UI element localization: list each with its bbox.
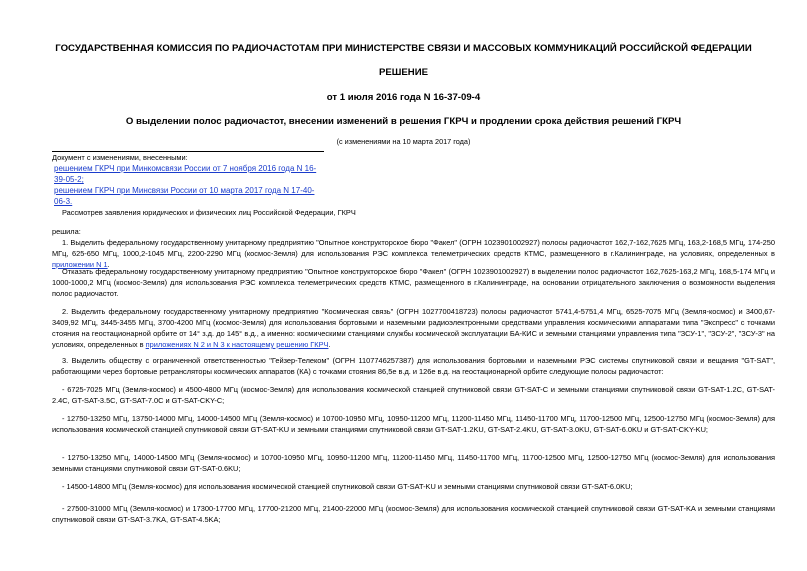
item-2-end: . [328,340,331,349]
band-list-item-1: - 6725-7025 МГц (Земля-космос) и 4500-4800 МГц (космос-Земля) для использования космической станцией спутниковой связи GT-SAT-C и земными станциями спутниковой связи GT-SAT-1.2C, GT-SAT-2.4C, GT-SAT-3.5C, GT-SAT-7.0C и GT-SAT-CKY-C; [52,385,775,405]
band-list-item-4: - 14500-14800 МГц (Земля-космос) для использования космической станцией спутниковой связи GT-SAT-KU и земными станциями спутниковой связи GT-SAT-6.0KU; [62,482,633,491]
amendment-link-1[interactable]: решением ГКРЧ при Минкомсвязи России от 7 ноября 2016 года N 16-39-05-2; [54,164,317,184]
item-3-paragraph: 3. Выделить обществу с ограниченной ответственностью "Гейзер-Телеком" (ОГРН 1107746257387) для использования бортовыми и наземными РЭС системы спутниковой связи и вещания "GT-SAT", работающими через бортовые ретрансляторы космических аппаратов (КА) с точками стояния 86,5е в.д. и 126е в.д. на геостационарной орбите следующие полосы радиочастот: [52,356,775,376]
band-list-item-2: - 12750-13250 МГц, 13750-14000 МГц, 14000-14500 МГц (Земля-космос) и 10700-10950 МГц, 10950-11200 МГц, 11200-11450 МГц, 11450-11700 МГц, 11700-12500 МГц, 12500-12750 МГц (космос-Земля) для использования космической станцией спутниковой связи GT-SAT-KU и земными станциями спутниковой связи GT-SAT-1.2KU, GT-SAT-2.4KU, GT-SAT-3.0KU, GT-SAT-6.0KU и GT-SAT-CKY-KU; [52,414,775,434]
appendix-1-link[interactable]: приложении N 1 [52,260,108,269]
commission-heading: ГОСУДАРСТВЕННАЯ КОМИССИЯ ПО РАДИОЧАСТОТАМ ПРИ МИНИСТЕРСТВЕ СВЯЗИ И МАССОВЫХ КОММУНИКАЦИЙ РОССИЙСКОЙ ФЕДЕРАЦИИ [55,43,752,54]
refusal-paragraph: Отказать федеральному государственному унитарному предприятию "Опытное конструкторское бюро "Факел" (ОГРН 1023901002927) в выделении полос радиочастот 162,7625-163,2 МГц, 168,5-174 МГц и 1000-1000,2 МГц (космос-Земля) для использования РЭС комплекса телеметрических средств КТМС, размещенного в г.Калининграде, на основании отрицательного заключения о возможности выделения полос радиочастот. [52,267,775,298]
amendments-box [52,151,324,206]
amendments-label: Документ с изменениями, внесенными: [52,153,188,162]
page-title: О выделении полос радиочастот, внесении изменений в решения ГКРЧ и продлении срока действия решений ГКРЧ [125,116,682,127]
amendment-note: (с изменениями на 10 марта 2017 года) [336,137,471,146]
item-1-text: 1. Выделить федеральному государственному унитарному предприятию "Опытное конструкторское бюро "Факел" (ОГРН 1023901002927) полосы радиочастот 162,7-162,7625 МГц, 163,2-168,5 МГц, 174-250 МГц, 625-650 МГц, 1000,2-1045 МГц, 2200-2290 МГц (космос-Земля) для использования РЭС комплекса телеметрических средств КТМС, размещенного в г.Калининграде, на условиях, определенных в [52,238,775,258]
amendment-link-2[interactable]: решением ГКРЧ при Минсвязи России от 10 марта 2017 года N 17-40-06-3. [54,186,315,206]
appendix-2-3-link[interactable]: приложениях N 2 и N 3 к настоящему решению ГКРЧ [145,340,329,349]
band-list-item-5: - 27500-31000 МГц (Земля-космос) и 17300-17700 МГц, 17700-21200 МГц, 21400-22000 МГц (космос-Земля) для использования космической станцией спутниковой связи GT-SAT-KA и земными станциями спутниковой связи GT-SAT-3.7KA, GT-SAT-4.5KA; [52,504,775,524]
resolved-label: решила: [52,227,81,236]
item-2-paragraph [52,306,775,350]
item-2-text: 2. Выделить федеральному государственному унитарному предприятию "Космическая связь" (ОГРН 1027700418723) полосы радиочастот 5741,4-5751,4 МГц, 6525-7075 МГц (Земля-космос) и 3400,67-3409,92 МГц, 3445-3455 МГц, 3700-4200 МГц (космос-Земля) для использования бортовыми и наземными радиоэлектронными средствами управления космическими аппаратами типа "Экспресс" с точками стояния на геостационарной орбите от 14° з.д. до 145° в.д., а именно: космическими станциями службы космической эксплуатации БА-КИС и земными станциями управления типа "ЗСУ-1", "ЗСУ-2", "ЗСУ-3" на условиях, определенных в [52,307,775,349]
decision-heading: РЕШЕНИЕ [378,67,429,78]
decision-date-number: от 1 июля 2016 года N 16-37-09-4 [326,92,481,103]
band-list-item-3: - 12750-13250 МГц, 14000-14500 МГц (Земля-космос) и 10700-10950 МГц, 10950-11200 МГц, 11200-11450 МГц, 11450-11700 МГц, 11700-12500 МГц, 12500-12750 МГц (космос-Земля) для использования земными станциями спутниковой связи GT-SAT-0.6KU; [52,453,775,473]
item-1-end: . [107,260,110,269]
intro-paragraph: Рассмотрев заявления юридических и физических лиц Российской Федерации, ГКРЧ [62,208,356,217]
